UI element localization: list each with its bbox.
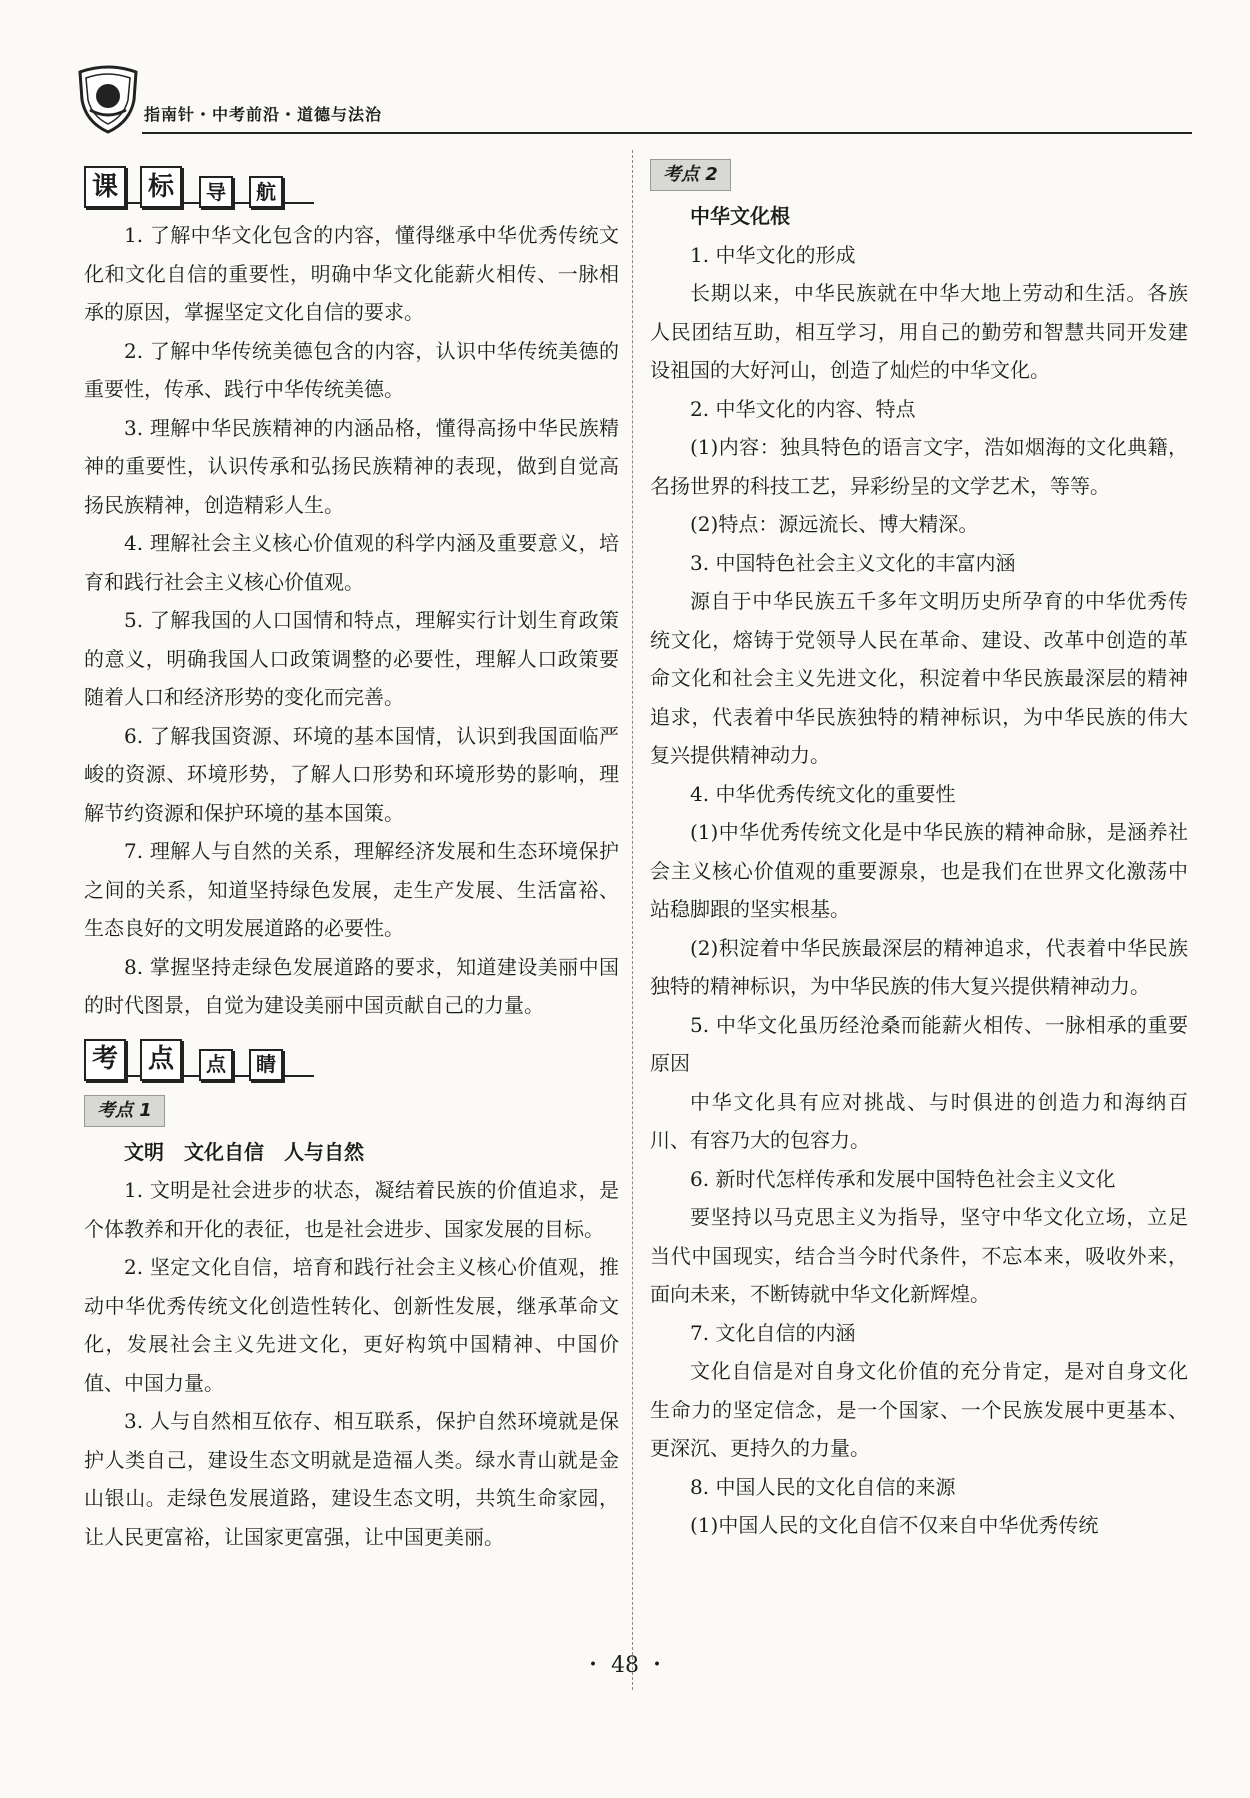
kaodian-2-heading: 中华文化根	[690, 204, 790, 228]
paragraph: 中华文化具有应对挑战、与时俱进的创造力和海纳百川、有容乃大的包容力。	[650, 1089, 1188, 1152]
paragraph: 文化自信是对自身文化价值的充分肯定，是对自身文化生命力的坚定信念，是一个国家、一个民族发展中更基本、更深沉、更持久的力量。	[650, 1359, 1188, 1460]
subheading: 8. 中国人民的文化自信的来源	[690, 1474, 956, 1499]
column-divider	[632, 150, 633, 1690]
banner-char: 考	[84, 1039, 126, 1081]
banner-char: 导	[199, 176, 233, 208]
banner-char: 标	[140, 166, 182, 208]
page-number: ・ 48 ・	[582, 1653, 668, 1678]
kaodian-1-badge: 考点 1	[84, 1095, 165, 1127]
paragraph: (2)积淀着中华民族最深层的精神追求，代表着中华民族独特的精神标识，为中华民族的伟大复兴提供精神动力。	[650, 935, 1188, 998]
objective-item: 5. 了解我国的人口国情和特点，理解实行计划生育政策的意义，明确我国人口政策调整的必要性，理解人口政策要随着人口和经济形势的变化而完善。	[84, 608, 619, 709]
banner-char: 课	[84, 166, 126, 208]
right-column	[650, 154, 1188, 1545]
page-header	[72, 60, 1192, 134]
kaodian-2-badge: 考点 2	[650, 159, 731, 191]
objective-item: 3. 理解中华民族精神的内涵品格，懂得高扬中华民族精神的重要性，认识传承和弘扬民族精神的表现，做到自觉高扬民族精神，创造精彩人生。	[84, 415, 619, 517]
objective-item: 4. 理解社会主义核心价值观的科学内涵及重要意义，培育和践行社会主义核心价值观。	[84, 531, 619, 594]
paragraph: (1)中国人民的文化自信不仅来自中华优秀传统	[690, 1513, 1099, 1537]
subheading: 7. 文化自信的内涵	[690, 1320, 856, 1345]
section-banner-kebiao	[84, 166, 619, 210]
paragraph: 长期以来，中华民族就在中华大地上劳动和生活。各族人民团结互助，相互学习，用自己的勤劳和智慧共同开发建设祖国的大好河山，创造了灿烂的中华文化。	[650, 281, 1188, 382]
banner-char: 点	[140, 1039, 182, 1081]
kaodian-1-heading: 文明 文化自信 人与自然	[124, 1139, 364, 1164]
header-title: 指南针・中考前沿・道德与法治	[144, 105, 383, 124]
section-banner-kaodian	[84, 1039, 619, 1083]
objective-item: 8. 掌握坚持走绿色发展道路的要求，知道建设美丽中国的时代图景，自觉为建设美丽中国贡献自己的力量。	[84, 954, 619, 1017]
paragraph: (1)中华优秀传统文化是中华民族的精神命脉，是涵养社会主义核心价值观的重要源泉，也是我们在世界文化激荡中站稳脚跟的坚实根基。	[650, 820, 1188, 921]
left-column	[84, 171, 619, 1556]
kaodian-1-item: 3. 人与自然相互依存、相互联系，保护自然环境就是保护人类自己，建设生态文明就是造福人类。绿水青山就是金山银山。走绿色发展道路，建设生态文明，共筑生命家园，让人民更富裕，让国家更富强，让中国更美丽。	[84, 1409, 619, 1549]
subheading: 1. 中华文化的形成	[690, 242, 856, 267]
objective-item: 2. 了解中华传统美德包含的内容，认识中华传统美德的重要性，传承、践行中华传统美德。	[84, 338, 619, 401]
subheading: 5. 中华文化虽历经沧桑而能薪火相传、一脉相承的重要原因	[650, 1012, 1188, 1075]
banner-char: 睛	[249, 1049, 283, 1081]
kaodian-2-content	[650, 236, 1188, 1545]
subheading: 3. 中国特色社会主义文化的丰富内涵	[690, 550, 1016, 575]
banner-char: 点	[199, 1049, 233, 1081]
objective-item: 7. 理解人与自然的关系，理解经济发展和生态环境保护之间的关系，知道坚持绿色发展，走生产发展、生活富裕、生态良好的文明发展道路的必要性。	[84, 839, 619, 940]
subheading: 2. 中华文化的内容、特点	[690, 396, 916, 421]
paragraph: 源自于中华民族五千多年文明历史所孕育的中华优秀传统文化，熔铸于党领导人民在革命、建设、改革中创造的革命文化和社会主义先进文化，积淀着中华民族最深层的精神追求，代表着中华民族独特的精神标识，为中华民族的伟大复兴提供精神动力。	[650, 589, 1188, 767]
objective-item: 6. 了解我国资源、环境的基本国情，认识到我国面临严峻的资源、环境形势，了解人口形势和环境形势的影响，理解节约资源和保护环境的基本国策。	[84, 723, 619, 825]
kaodian-1-item: 1. 文明是社会进步的状态，凝结着民族的价值追求，是个体教养和开化的表征，也是社会进步、国家发展的目标。	[84, 1178, 619, 1241]
kaodian-1-item: 2. 坚定文化自信，培育和践行社会主义核心价值观，推动中华优秀传统文化创造性转化、创新性发展，继承革命文化，发展社会主义先进文化，更好构筑中国精神、中国价值、中国力量。	[84, 1255, 619, 1395]
header-rule	[142, 132, 1192, 134]
objective-item: 1. 了解中华文化包含的内容，懂得继承中华优秀传统文化和文化自信的重要性，明确中华文化能薪火相传、一脉相承的原因，掌握坚定文化自信的要求。	[84, 223, 619, 324]
subheading: 4. 中华优秀传统文化的重要性	[690, 781, 956, 806]
paragraph: 要坚持以马克思主义为指导，坚守中华文化立场，立足当代中国现实，结合当今时代条件，不忘本来，吸收外来，面向未来，不断铸就中华文化新辉煌。	[650, 1205, 1188, 1306]
paragraph: (2)特点：源远流长、博大精深。	[690, 512, 979, 536]
paragraph: (1)内容：独具特色的语言文字，浩如烟海的文化典籍，名扬世界的科技工艺，异彩纷呈的文学艺术，等等。	[650, 435, 1188, 498]
banner-char: 航	[249, 176, 283, 208]
logo-shield-icon	[72, 62, 144, 134]
subheading: 6. 新时代怎样传承和发展中国特色社会主义文化	[690, 1166, 1116, 1191]
